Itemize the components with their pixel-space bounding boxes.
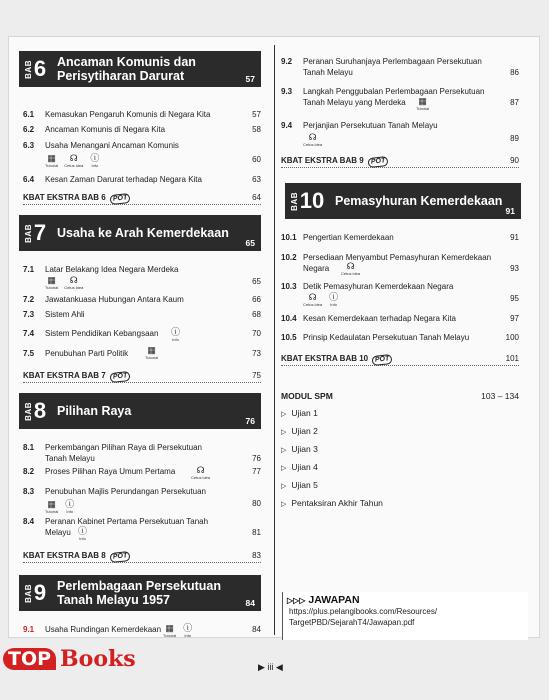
kbat-bab-9[interactable]: KBAT EKSTRA BAB 9 POT 90 [281,156,519,168]
info-icon[interactable]: ⓘ Info [90,153,100,168]
topbooks-logo [3,644,136,674]
tutorial-icon[interactable]: ▦ Tutorial [45,153,59,168]
jawapan-url-line-2[interactable]: TargetPBD/SejarahT4/Jawapan.pdf [289,618,415,627]
pot-icon: POT [372,354,393,366]
icons-9-1 [163,623,193,638]
tutorial-icon[interactable]: ▦ Tutorial [145,345,159,360]
headphones-icon[interactable]: ☊ Cetus idea [303,292,323,307]
info-icon[interactable]: ⓘ Info [170,327,180,342]
icons-8-4 [77,526,88,541]
icons-9-3 [416,96,429,111]
icons-8-2 [191,465,210,480]
tutorial-icon[interactable]: ▦ Tutorial [45,499,59,514]
chapter-9-header[interactable]: BAB 9 Perlembagaan Persekutuan Tanah Melayu 1957 84 [19,575,261,611]
chapter-8-header[interactable]: BAB 8 Pilihan Raya 76 [19,393,261,429]
jawapan-url-line-1[interactable]: https://plus.pelangibooks.com/Resources/ [289,607,438,616]
logo-top: TOP [3,648,56,670]
icons-7-5 [145,345,158,360]
jawapan-box [282,592,528,640]
pot-icon: POT [109,551,130,563]
pot-icon: POT [367,156,388,168]
tutorial-icon[interactable]: ▦ Tutorial [416,96,430,111]
modul-spm[interactable]: MODUL SPM 103 – 134 [281,391,519,401]
contents-page: BAB 6 Ancaman Komunis dan Perisytiharan Darurat 57 6.1 Kemasukan Pengaruh Komunis di Negara Kita 57 6.2 Ancaman Komunis di Negara Kita 58 6.3 Usaha Menangani Ancaman Komunis 60 ▦ Tutorial ☊ Cetus idea ⓘ Info 6.4 Kesan Zaman Darurat terhadap Negara Kita 63 KBAT EKSTRA BAB 6 POT 64 BAB 7 Usaha ke Arah Kemerdekaan 65 7.1 Latar Belakang Idea Negara Merdeka 65 ▦ Tutorial ☊ Cetus idea 7.2 Jawatankuasa Hubungan Antara Kaum 66 7.3 Sistem Ahli 68 7.4 Sistem Pendidikan Kebangsaan 70 ⓘ Info 7.5 Penubuhan Parti Politik 73 ▦ Tutorial KBAT EKSTRA BAB 7 POT 75 BAB 8 Pilihan Raya 76 8.1 Perkembangan Pilihan Raya di Persekutuan Tanah Melayu 76 8.2 Proses Pilihan Raya Umum Pertama 77 ☊ Cetus idea 8.3 Penubuhan Majlis Perundangan Persekutuan 80 ▦ Tutorial ⓘ Info 8.4 Peranan Kabinet Pertama Persekutuan Tanah Melayu 81 ⓘ Info KBAT EKSTRA BAB 8 POT 83 BAB 9 Perlembagaan Persekutuan Tanah Melayu 1957 84 9.1 Usaha Rundingan Kemerdekaan 84 ▦ Tutorial ⓘ Info 9.2 Peranan Suruhanjaya Perlembagaan Persekutuan Tanah Melayu 86 9.3 Langkah Penggubalan Perlembagaan Persekutuan Tanah Melayu yang Merdeka 87 ▦ Tutorial 9.4 Perjanjian Persekutuan Tanah Melayu 89 ☊ Cetus idea KBAT EKSTRA BAB 9 POT 90 BAB 10 Pemasyhuran Kemerdekaan 91 10.1 Pengertian Kemerdekaan 91 10.2 Persediaan Menyambut Pemasyhuran Kemerdekaan Negara 93 ☊ Cetus idea 10.3 Detik Pemasyhuran Kemerdekaan Negara 95 ☊ Cetus idea ⓘ Info 10.4 Kesan Kemerdekaan terhadap Negara Kita 97 10.5 Prinsip Kedaulatan Persekutuan Tanah Melayu 100 KBAT EKSTRA BAB 10 POT 101 MODUL SPM 103 – 134 ▷ Ujian 1 ▷ Ujian 2 ▷ Ujian 3 ▷ Ujian 4 ▷ Ujian 5 ▷ Pentaksiran Akhir Tahun [8,36,540,638]
icons-8-3 [45,499,75,514]
chapter-10-header[interactable]: BAB 10 Pemasyhuran Kemerdekaan 91 [285,183,521,219]
chapter-title: Ancaman Komunis dan Perisytiharan Darurat [57,55,196,83]
toc-entry-10-3[interactable]: 10.3 Detik Pemasyhuran Kemerdekaan Negara 95 [281,282,519,303]
toc-entry-6-3[interactable]: 6.3 Usaha Menangani Ancaman Komunis 60 [23,141,261,164]
icons-10-3 [303,292,339,307]
modul-item-ujian-4[interactable]: ▷ Ujian 4 [281,462,318,472]
icons-6-3 [45,153,100,168]
tutorial-icon[interactable]: ▦ Tutorial [45,275,59,290]
icons-10-2 [341,261,360,276]
headphones-icon[interactable]: ☊ Cetus idea [303,132,323,147]
headphones-icon[interactable]: ☊ Cetus idea [191,465,211,480]
jawapan-heading: ▷▷▷ JAWAPAN [287,594,360,606]
headphones-icon[interactable]: ☊ Cetus idea [64,153,84,168]
logo-books: Books [60,646,136,672]
modul-item-pentaksiran[interactable]: ▷ Pentaksiran Akhir Tahun [281,498,383,508]
icons-7-1 [45,275,83,290]
chapter-7-header[interactable]: BAB 7 Usaha ke Arah Kemerdekaan 65 [19,215,261,251]
pot-icon: POT [109,193,130,205]
chapter-page: 57 [245,74,255,84]
icons-9-4 [303,132,322,147]
icons-7-4 [170,327,181,342]
modul-item-ujian-1[interactable]: ▷ Ujian 1 [281,408,318,418]
kbat-bab-6[interactable]: KBAT EKSTRA BAB 6 POT 64 [23,193,261,205]
toc-entry-7-1[interactable]: 7.1 Latar Belakang Idea Negara Merdeka 65 [23,265,261,286]
headphones-icon[interactable]: ☊ Cetus idea [64,275,84,290]
modul-item-ujian-5[interactable]: ▷ Ujian 5 [281,480,318,490]
toc-entry-9-4[interactable]: 9.4 Perjanjian Persekutuan Tanah Melayu 89 [281,121,519,143]
kbat-bab-8[interactable]: KBAT EKSTRA BAB 8 POT 83 [23,551,261,563]
pot-icon: POT [109,371,130,383]
info-icon[interactable]: ⓘ Info [77,526,87,541]
info-icon[interactable]: ⓘ Info [65,499,75,514]
kbat-bab-10[interactable]: KBAT EKSTRA BAB 10 POT 101 [281,354,519,366]
chapter-6-header[interactable]: BAB 6 Ancaman Komunis dan Perisytiharan Darurat 57 [19,51,261,87]
modul-item-ujian-3[interactable]: ▷ Ujian 3 [281,444,318,454]
tutorial-icon[interactable]: ▦ Tutorial [163,623,177,638]
page-number: ▶ iii ◀ [258,662,283,672]
column-divider [274,45,275,635]
info-icon[interactable]: ⓘ Info [329,292,339,307]
modul-item-ujian-2[interactable]: ▷ Ujian 2 [281,426,318,436]
headphones-icon[interactable]: ☊ Cetus idea [341,261,361,276]
kbat-bab-7[interactable]: KBAT EKSTRA BAB 7 POT 75 [23,371,261,383]
info-icon[interactable]: ⓘ Info [183,623,193,638]
